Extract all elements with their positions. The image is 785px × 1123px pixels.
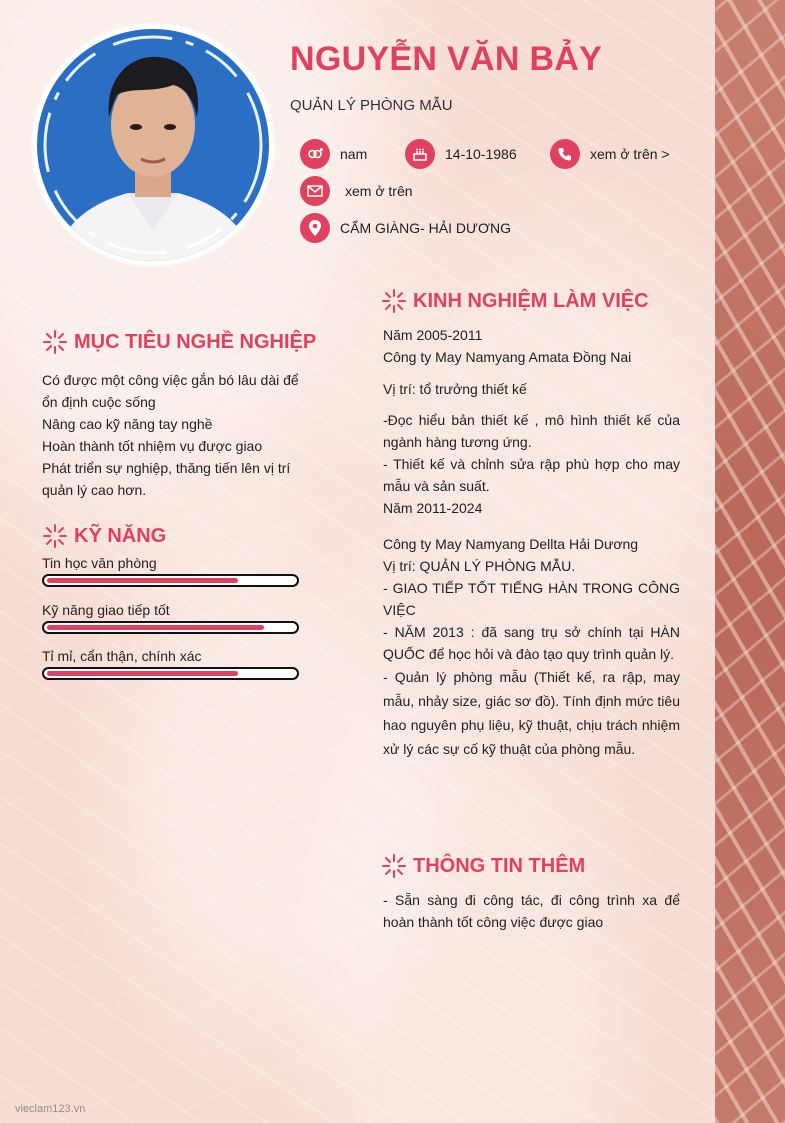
job2-desc-block: [383, 577, 680, 665]
address-info: [300, 213, 511, 243]
skills-title: KỸ NĂNG: [74, 524, 167, 547]
job-desc: - Quản lý phòng mẫu (Thiết kế, ra rập, may mẫu, nhảy size, giác sơ đồ). Tính định mức tiêu hao nguyên phụ liệu, kỹ thuật, chịu trách nhiệm xử lý các sự cố kỹ thuật của phòng mẫu.: [383, 669, 680, 757]
portrait-image: [33, 25, 273, 265]
job-title: QUẢN LÝ PHÒNG MẪU: [290, 97, 453, 114]
objective-text: [42, 369, 307, 501]
skill-item: [42, 602, 299, 634]
avatar-photo: [33, 25, 273, 265]
job-desc: - NĂM 2013 : đã sang trụ sở chính tại HÀN QUỐC để học hỏi và đào tạo quy trình quản lý.: [383, 624, 680, 662]
email-value[interactable]: xem ở trên: [345, 183, 413, 199]
decorative-side-strip: [715, 0, 785, 1123]
sparkle-icon: [381, 288, 407, 314]
job1-role-block: [383, 378, 680, 400]
job-period: Năm 2011-2024: [383, 500, 483, 516]
additional-title: THÔNG TIN THÊM: [413, 854, 586, 877]
phone-info: [550, 139, 670, 169]
birthday-info: [405, 139, 517, 169]
job1-desc-block: [383, 409, 680, 519]
job-company: Công ty May Namyang Amata Đồng Nai: [383, 349, 632, 365]
job-role: Vị trí: tổ trưởng thiết kế: [383, 381, 527, 397]
email-info: [300, 176, 413, 206]
job2-desc3-block: [383, 665, 680, 761]
skill-label: Tin học văn phòng: [42, 555, 157, 571]
skill-label: Kỹ năng giao tiếp tốt: [42, 602, 170, 618]
skill-label: Tỉ mỉ, cẩn thận, chính xác: [42, 648, 202, 664]
experience-heading: [381, 288, 649, 314]
objective-line: Phát triển sự nghiệp, thăng tiến lên vị trí quản lý cao hơn.: [42, 460, 291, 498]
gender-info: [300, 139, 367, 169]
watermark: vieclam123.vn: [15, 1103, 86, 1115]
additional-heading: [381, 853, 585, 879]
sparkle-icon: [42, 329, 68, 355]
skill-bar: [42, 621, 299, 634]
additional-text: - Sẵn sàng đi công tác, đi công trình xa để hoàn thành tốt công việc được giao: [383, 892, 680, 930]
experience-job1: [383, 324, 680, 368]
job-role: Vị trí: QUẢN LÝ PHÒNG MẪU.: [383, 558, 576, 574]
skill-bar: [42, 667, 299, 680]
sparkle-icon: [42, 523, 68, 549]
skills-heading: [42, 523, 166, 549]
additional-text-block: [383, 889, 680, 933]
skill-bar: [42, 574, 299, 587]
skill-bar-fill: [47, 625, 264, 630]
experience-title: KINH NGHIỆM LÀM VIỆC: [413, 289, 649, 312]
location-pin-icon: [300, 213, 330, 243]
objective-line: Hoàn thành tốt nhiệm vụ được giao: [42, 438, 263, 454]
objective-title: MỤC TIÊU NGHỀ NGHIỆP: [74, 330, 317, 353]
skill-item: [42, 648, 299, 680]
job-company: Công ty May Namyang Dellta Hải Dương: [383, 536, 639, 552]
sparkle-icon: [381, 853, 407, 879]
job-period: Năm 2005-2011: [383, 327, 483, 343]
email-icon: [300, 176, 330, 206]
objective-line: Nâng cao kỹ năng tay nghề: [42, 416, 213, 432]
phone-icon: [550, 139, 580, 169]
gender-icon: [300, 139, 330, 169]
objective-line: Có được một công việc gắn bó lâu dài để ổn định cuộc sống: [42, 372, 299, 410]
skill-item: [42, 555, 299, 587]
job-desc: - Thiết kế và chỉnh sửa rập phù hợp cho may mẫu và sản suất.: [383, 456, 680, 494]
candidate-name: NGUYỄN VĂN BẢY: [290, 40, 603, 78]
address-value: CẨM GIÀNG- HẢI DƯƠNG: [340, 220, 511, 236]
skill-bar-fill: [47, 578, 238, 583]
job-desc: -Đọc hiểu bản thiết kế , mô hình thiết kế của ngành hàng tương ứng.: [383, 412, 680, 450]
phone-value[interactable]: xem ở trên >: [590, 146, 670, 162]
skill-bar-fill: [47, 671, 238, 676]
birthday-cake-icon: [405, 139, 435, 169]
job-desc: - GIAO TIẾP TỐT TIẾNG HÀN TRONG CÔNG VIỆC: [383, 580, 680, 618]
experience-job2: [383, 533, 680, 577]
objective-heading: [42, 329, 316, 355]
birthday-value: 14-10-1986: [445, 146, 517, 162]
gender-value: nam: [340, 146, 368, 162]
